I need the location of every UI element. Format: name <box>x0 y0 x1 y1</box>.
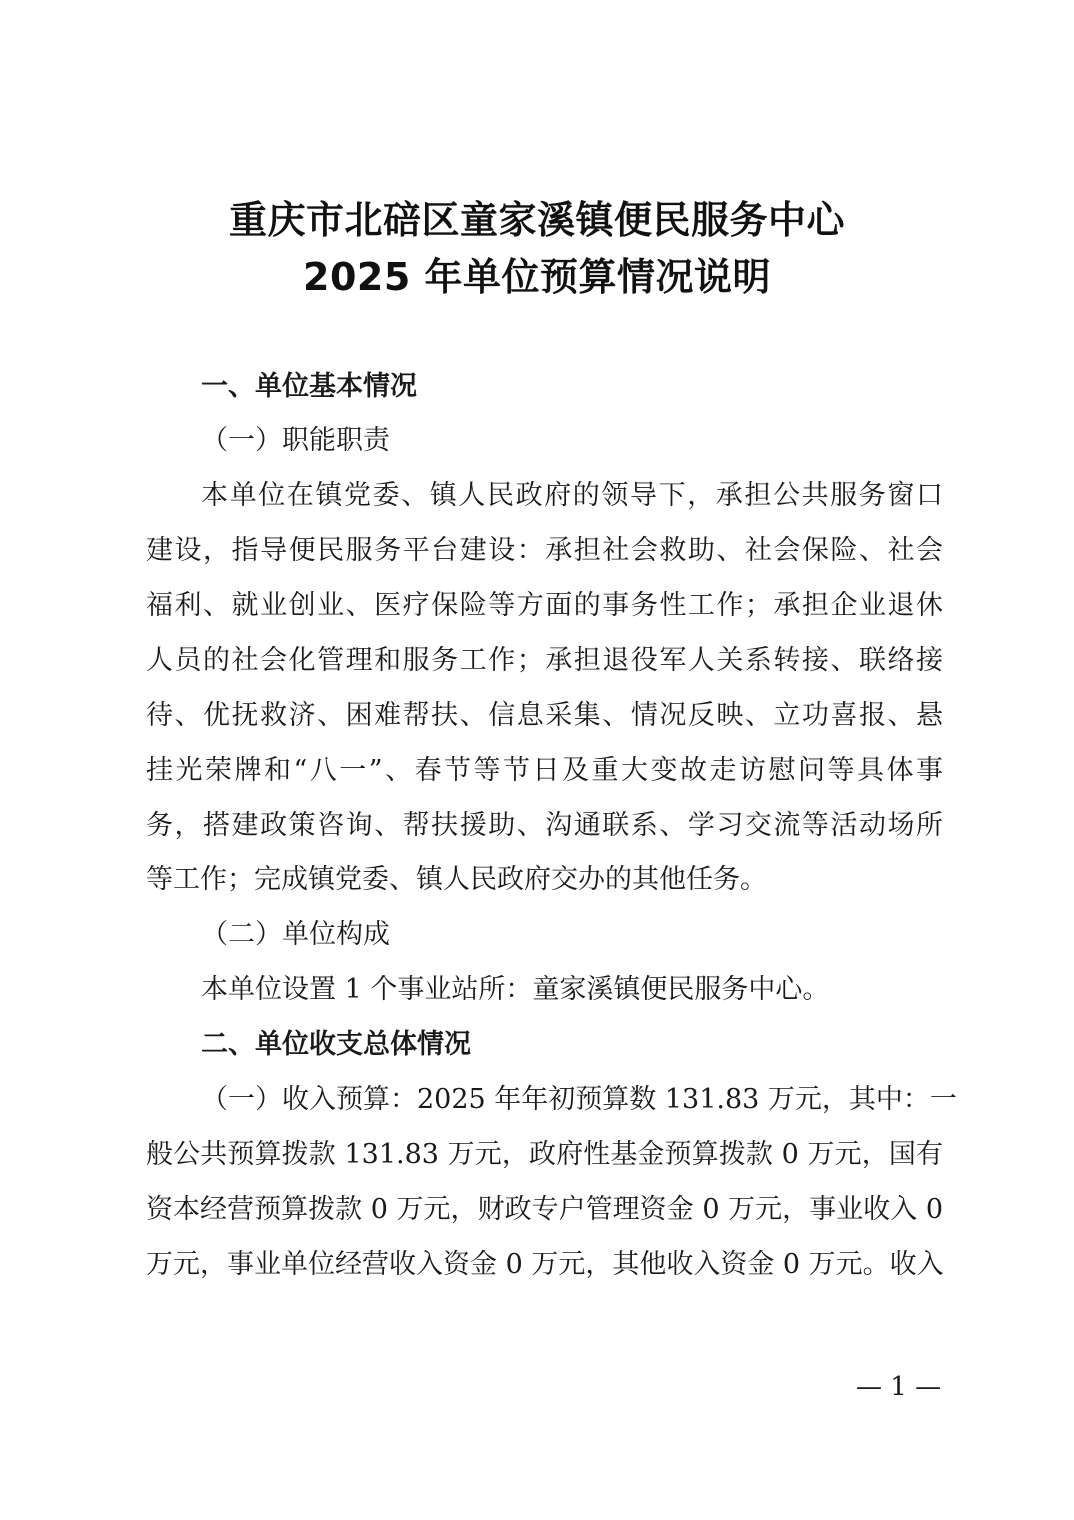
section1-sub1-line: 挂光荣牌和“八一”、春节等节日及重大变故走访慰问等具体事 <box>146 755 943 786</box>
section1-sub1-line: 福利、就业创业、医疗保险等方面的事务性工作；承担企业退休 <box>146 590 943 621</box>
section2-sub1-line: 资本经营预算拨款 0 万元，财政专户管理资金 0 万元，事业收入 0 <box>146 1194 943 1225</box>
section2-sub1-line: 般公共预算拨款 131.83 万元，政府性基金预算拨款 0 万元，国有 <box>146 1139 943 1170</box>
section1-sub1-line: 等工作；完成镇党委、镇人民政府交办的其他任务。 <box>146 864 767 895</box>
section2-sub1-line: （一）收入预算：2025 年年初预算数 131.83 万元，其中：一 <box>201 1084 957 1115</box>
section1-sub1-line: 建设，指导便民服务平台建设：承担社会救助、社会保险、社会 <box>146 535 943 566</box>
section2-heading: 二、单位收支总体情况 <box>201 1029 471 1060</box>
section2-sub1-line: 万元，事业单位经营收入资金 0 万元，其他收入资金 0 万元。收入 <box>146 1249 944 1280</box>
document-title-line1: 重庆市北碚区童家溪镇便民服务中心 <box>228 198 845 242</box>
section1-sub1-line: 人员的社会化管理和服务工作；承担退役军人关系转接、联络接 <box>146 645 943 676</box>
section1-sub2-text: 本单位设置 1 个事业站所：童家溪镇便民服务中心。 <box>201 974 830 1005</box>
section1-sub2-heading: （二）单位构成 <box>201 919 390 950</box>
section1-sub1-line: 务，搭建政策咨询、帮扶援助、沟通联系、学习交流等活动场所 <box>146 810 943 841</box>
section1-sub1-heading: （一）职能职责 <box>201 425 390 456</box>
document-title-line2: 2025 年单位预算情况说明 <box>303 255 771 299</box>
section1-sub1-line: 本单位在镇党委、镇人民政府的领导下，承担公共服务窗口 <box>201 480 943 511</box>
section1-sub1-line: 待、优抚救济、困难帮扶、信息采集、情况反映、立功喜报、悬 <box>146 700 943 731</box>
section1-heading: 一、单位基本情况 <box>201 371 417 402</box>
page-number: — 1 — <box>856 1372 942 1402</box>
